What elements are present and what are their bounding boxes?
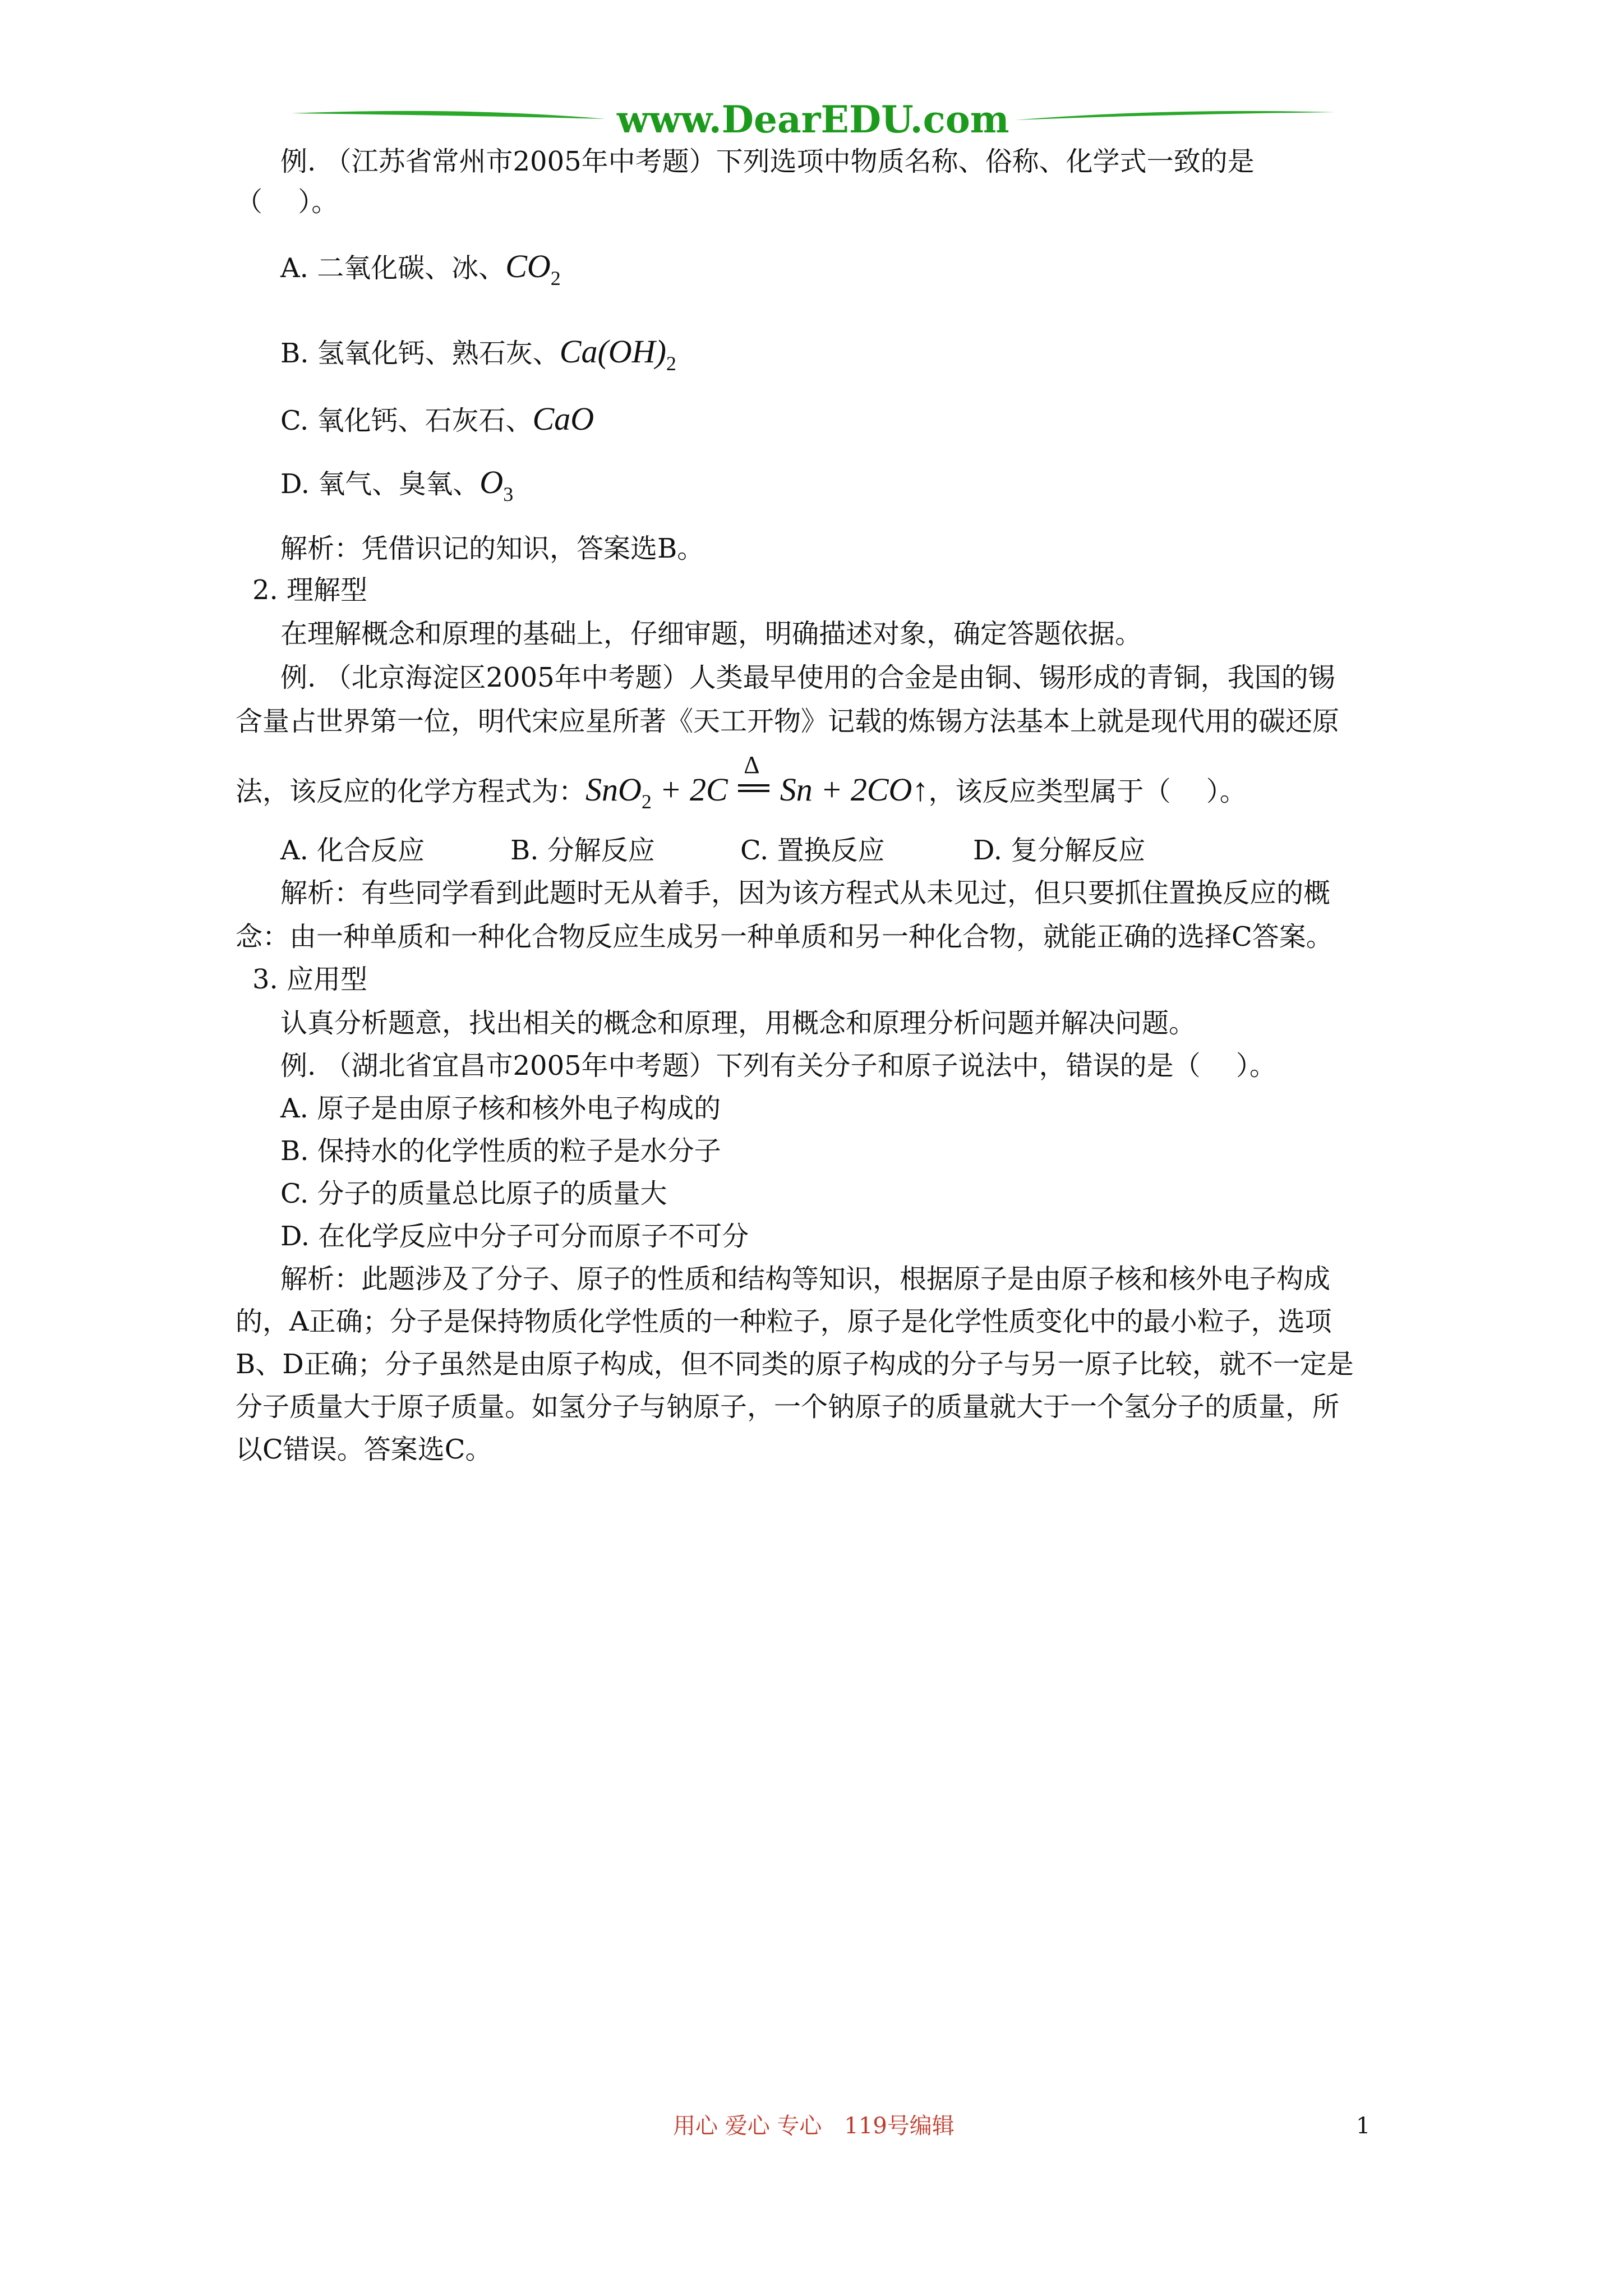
sec3-option-c: C. 分子的质量总比原子的质量大 [280,1178,667,1209]
q1-option-b-formula: $Ca(OH)_2$ [559,333,676,375]
sec2-option-d: D. 复分解反应 [973,835,1146,866]
sec3-option-a: A. 原子是由原子核和核外电子构成的 [280,1093,721,1124]
sec2-analysis-line2: 念：由一种单质和一种化合物反应生成另一种单质和另一种化合物，就能正确的选择C答案。 [236,921,1333,953]
q1-option-d-label: D. 氧气、臭氧、 [280,468,480,500]
sec2-option-b: B. 分解反应 [510,835,655,866]
sec3-analysis-line2: 的，A正确；分子是保持物质化学性质的一种粒子，原子是化学性质变化中的最小粒子，选项 [236,1306,1332,1337]
logo-right-swoosh [1015,111,1335,120]
sec2-intro: 在理解概念和原理的基础上，仔细审题，明确描述对象，确定答题依据。 [280,618,1142,650]
sec2-example-line2: 含量占世界第一位，明代宋应星所著《天工开物》记载的炼锡方法基本上就是现代用的碳还原 [236,706,1340,737]
sec2-example-line1: 例. （北京海淀区2005年中考题）人类最早使用的合金是由铜、锡形成的青铜，我国的锡 [280,662,1335,693]
q1-option-c [280,402,594,438]
equals-bar [738,784,769,792]
q1-option-a-formula: $CO_2$ [505,248,561,289]
sec2-heading: 2. 理解型 [252,574,368,606]
sec2-option-c: C. 置换反应 [740,835,885,866]
logo-left-swoosh [292,111,606,119]
sec2-option-a: A. 化合反应 [280,835,425,866]
sec2-example-line3 [236,751,1247,818]
q1-option-c-formula: CaO [532,401,594,437]
sec2-analysis-line1: 解析：有些同学看到此题时无从着手，因为该方程式从未见过，但只要抓住置换反应的概 [280,877,1331,909]
q1-stem-line1: 例. （江苏省常州市2005年中考题）下列选项中物质名称、俗称、化学式一致的是 [280,146,1255,177]
sec2-example-line3-pre: 法，该反应的化学方程式为： [236,776,586,807]
q1-option-a [280,250,561,295]
sec3-intro: 认真分析题意，找出相关的概念和原理，用概念和原理分析问题并解决问题。 [280,1007,1196,1039]
footer-editor-note: 用心 爱心 专心 119号编辑 [673,2113,955,2139]
logo-text: www.DearEDU.com [617,98,1009,141]
q1-option-d [280,466,513,511]
sec3-analysis-line4: 分子质量大于原子质量。如氢分子与钠原子，一个钠原子的质量就大于一个氢分子的质量，所 [236,1391,1340,1423]
page-number: 1 [1356,2113,1371,2139]
q1-analysis: 解析：凭借识记的知识，答案选B。 [280,533,704,564]
sec3-analysis-line3: B、D正确；分子虽然是由原子构成，但不同类的原子构成的分子与另一原子比较，就不一定是 [236,1349,1354,1380]
reaction-equation: SnO$_2$ + 2C Δ Sn + 2CO↑ [585,771,928,808]
sec3-heading: 3. 应用型 [252,964,368,995]
sec3-option-b: B. 保持水的化学性质的粒子是水分子 [280,1135,721,1167]
q1-stem-line2: （ ）。 [236,186,339,218]
sec3-analysis-line5: 以C错误。答案选C。 [236,1434,492,1465]
heat-triangle-symbol: Δ [744,751,760,779]
gas-arrow-symbol: ↑ [912,771,929,808]
sec3-option-d: D. 在化学反应中分子可分而原子不可分 [280,1221,749,1252]
q1-option-c-label: C. 氧化钙、石灰石、 [280,405,533,436]
sec2-example-line3-post: ，该反应类型属于（ ）。 [928,776,1247,807]
q1-option-b [280,335,676,380]
sec3-analysis-line1: 解析：此题涉及了分子、原子的性质和结构等知识，根据原子是由原子核和核外电子构成 [280,1263,1331,1295]
q1-option-b-label: B. 氢氧化钙、熟石灰、 [280,338,560,369]
sec3-example-line1: 例. （湖北省宜昌市2005年中考题）下列有关分子和原子说法中，错误的是（ ）。 [280,1050,1276,1082]
q1-option-d-formula: $O_3$ [479,464,514,505]
q1-option-a-label: A. 二氧化碳、冰、 [280,252,506,284]
